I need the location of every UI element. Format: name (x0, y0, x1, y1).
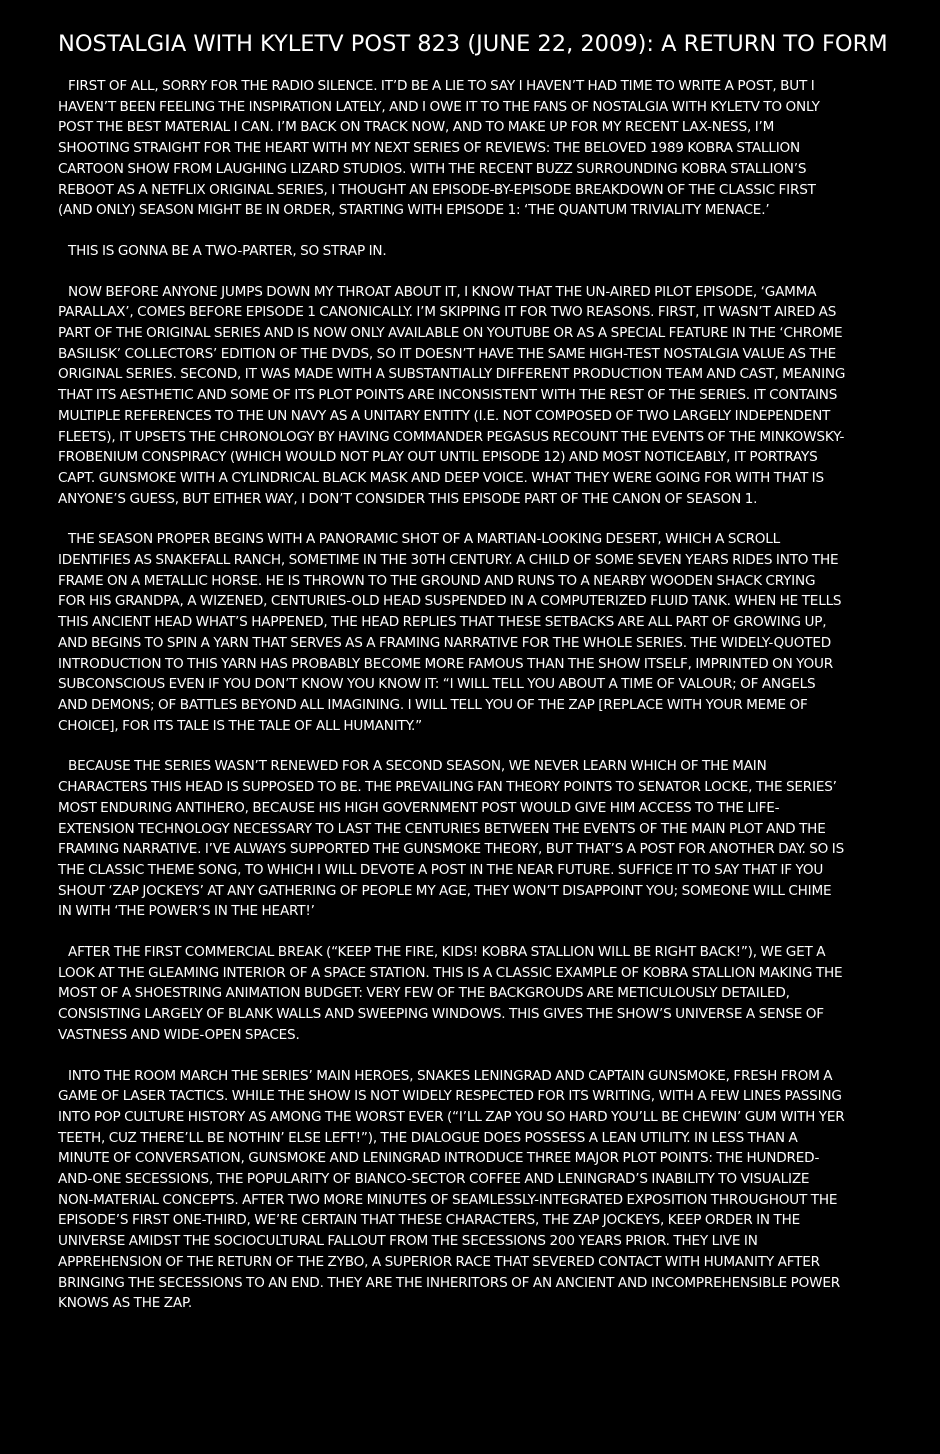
post-paragraph: FIRST OF ALL, SORRY FOR THE RADIO SILENCE. IT’D BE A LIE TO SAY I HAVEN’T HAD TIME TO WRITE A POST, BUT I HAVEN’T BEEN FEELING THE INSPIRATION LATELY, AND I OWE IT TO THE FANS OF NOSTALGIA WITH KYLETV TO ONLY POST THE BEST MATERIAL I CAN. I’M BACK ON TRACK NOW, AND TO MAKE UP FOR MY RECENT LAX-NESS, I’M SHOOTING STRAIGHT FOR THE HEART WITH MY NEXT SERIES OF REVIEWS: THE BELOVED 1989 KOBRA STALLION CARTOON SHOW FROM LAUGHING LIZARD STUDIOS. WITH THE RECENT BUZZ SURROUNDING KOBRA STALLION’S REBOOT AS A NETFLIX ORIGINAL SERIES, I THOUGHT AN EPISODE-BY-EPISODE BREAKDOWN OF THE CLASSIC FIRST (AND ONLY) SEASON MIGHT BE IN ORDER, STARTING WITH EPISODE 1: ‘THE QUANTUM TRIVIALITY MENACE.’ (58, 78, 820, 219)
post-paragraph: THIS IS GONNA BE A TWO-PARTER, SO STRAP IN. (68, 242, 387, 259)
post-paragraph: INTO THE ROOM MARCH THE SERIES’ MAIN HEROES, SNAKES LENINGRAD AND CAPTAIN GUNSMOKE, FRESH FROM A GAME OF LASER TACTICS. WHILE THE SHOW IS NOT WIDELY RESPECTED FOR ITS WRITING, WITH A FEW LINES PASSING INTO POP CULTURE HISTORY AS AMONG THE WORST EVER (“I’LL ZAP YOU SO HARD YOU’LL BE CHEWIN’ GUM WITH YER TEETH, CUZ THERE’LL BE NOTHIN’ ELSE LEFT!”), THE DIALOGUE DOES POSSESS A LEAN UTILITY. IN LESS THAN A MINUTE OF CONVERSATION, GUNSMOKE AND LENINGRAD INTRODUCE THREE MAJOR PLOT POINTS: THE HUNDRED-AND-ONE SECESSIONS, THE POPULARITY OF BIANCO-SECTOR COFFEE AND LENINGRAD’S INABILITY TO VISUALIZE NON-MATERIAL CONCEPTS. AFTER TWO MORE MINUTES OF SEAMLESSLY-INTEGRATED EXPOSITION THROUGHOUT THE EPISODE’S FIRST ONE-THIRD, WE’RE CERTAIN THAT THESE CHARACTERS, THE ZAP JOCKEYS, KEEP ORDER IN THE UNIVERSE AMIDST THE SOCIOCULTURAL FALLOUT FROM THE SECESSIONS 200 YEARS PRIOR. THEY LIVE IN APPREHENSION OF THE RETURN OF THE ZYBO, A SUPERIOR RACE THAT SEVERED CONTACT WITH HUMANITY AFTER BRINGING THE SECESSIONS TO AN END. THEY ARE THE INHERITORS OF AN ANCIENT AND INCOMPREHENSIBLE POWER KNOWS AS THE ZAP. (58, 1067, 845, 1312)
post-paragraph: NOW BEFORE ANYONE JUMPS DOWN MY THROAT ABOUT IT, I KNOW THAT THE UN-AIRED PILOT EPISODE, ‘GAMMA PARALLAX’, COMES BEFORE EPISODE 1 CANONICALLY. I’M SKIPPING IT FOR TWO REASONS. FIRST, IT WASN’T AIRED AS PART OF THE ORIGINAL SERIES AND IS NOW ONLY AVAILABLE ON YOUTUBE OR AS A SPECIAL FEATURE IN THE ‘CHROME BASILISK’ COLLECTORS’ EDITION OF THE DVDS, SO IT DOESN’T HAVE THE SAME HIGH-TEST NOSTALGIA VALUE AS THE ORIGINAL SERIES. SECOND, IT WAS MADE WITH A SUBSTANTIALLY DIFFERENT PRODUCTION TEAM AND CAST, MEANING THAT ITS AESTHETIC AND SOME OF ITS PLOT POINTS ARE INCONSISTENT WITH THE REST OF THE SERIES. IT CONTAINS MULTIPLE REFERENCES TO THE UN NAVY AS A UNITARY ENTITY (I.E. NOT COMPOSED OF TWO LARGELY INDEPENDENT FLEETS), IT UPSETS THE CHRONOLOGY BY HAVING COMMANDER PEGASUS RECOUNT THE EVENTS OF THE MINKOWSKY-FROBENIUM CONSPIRACY (WHICH WOULD NOT PLAY OUT UNTIL EPISODE 12) AND MOST NOTICEABLY, IT PORTRAYS CAPT. GUNSMOKE WITH A CYLINDRICAL BLACK MASK AND DEEP VOICE. WHAT THEY WERE GOING FOR WITH THAT IS ANYONE’S GUESS, BUT EITHER WAY, I DON’T CONSIDER THIS EPISODE PART OF THE CANON OF SEASON 1. (58, 283, 846, 507)
post-paragraph: AFTER THE FIRST COMMERCIAL BREAK (“KEEP THE FIRE, KIDS! KOBRA STALLION WILL BE RIGHT BACK!”), WE GET A LOOK AT THE GLEAMING INTERIOR OF A SPACE STATION. THIS IS A CLASSIC EXAMPLE OF KOBRA STALLION MAKING THE MOST OF A SHOESTRING ANIMATION BUDGET: VERY FEW OF THE BACKGROUDS ARE METICULOUSLY DETAILED, CONSISTING LARGELY OF BLANK WALLS AND SWEEPING WINDOWS. THIS GIVES THE SHOW’S UNIVERSE A SENSE OF VASTNESS AND WIDE-OPEN SPACES. (58, 944, 843, 1043)
post-title: NOSTALGIA WITH KYLETV POST 823 (JUNE 22, 2009): A RETURN TO FORM (58, 31, 888, 57)
post-paragraph: THE SEASON PROPER BEGINS WITH A PANORAMIC SHOT OF A MARTIAN-LOOKING DESERT, WHICH A SCROLL IDENTIFIES AS SNAKEFALL RANCH, SOMETIME IN THE 30TH CENTURY. A CHILD OF SOME SEVEN YEARS RIDES INTO THE FRAME ON A METALLIC HORSE. HE IS THROWN TO THE GROUND AND RUNS TO A NEARBY WOODEN SHACK CRYING FOR HIS GRANDPA, A WIZENED, CENTURIES-OLD HEAD SUSPENDED IN A COMPUTERIZED FLUID TANK. WHEN HE TELLS THIS ANCIENT HEAD WHAT’S HAPPENED, THE HEAD REPLIES THAT THESE SETBACKS ARE ALL PART OF GROWING UP, AND BEGINS TO SPIN A YARN THAT SERVES AS A FRAMING NARRATIVE FOR THE WHOLE SERIES. THE WIDELY-QUOTED INTRODUCTION TO THIS YARN HAS PROBABLY BECOME MORE FAMOUS THAN THE SHOW ITSELF, IMPRINTED ON YOUR SUBCONSCIOUS EVEN IF YOU DON’T KNOW YOU KNOW IT: “I WILL TELL YOU ABOUT A TIME OF VALOUR; OF ANGELS AND DEMONS; OF BATTLES BEYOND ALL IMAGINING. I WILL TELL YOU OF THE ZAP [REPLACE WITH YOUR MEME OF CHOICE], FOR ITS TALE IS THE TALE OF ALL HUMANITY.” (58, 531, 842, 734)
post-body (58, 76, 846, 1314)
post-paragraph: BECAUSE THE SERIES WASN’T RENEWED FOR A SECOND SEASON, WE NEVER LEARN WHICH OF THE MAIN CHARACTERS THIS HEAD IS SUPPOSED TO BE. THE PREVAILING FAN THEORY POINTS TO SENATOR LOCKE, THE SERIES’ MOST ENDURING ANTIHERO, BECAUSE HIS HIGH GOVERNMENT POST WOULD GIVE HIM ACCESS TO THE LIFE-EXTENSION TECHNOLOGY NECESSARY TO LAST THE CENTURIES BETWEEN THE EVENTS OF THE MAIN PLOT AND THE FRAMING NARRATIVE. I’VE ALWAYS SUPPORTED THE GUNSMOKE THEORY, BUT THAT’S A POST FOR ANOTHER DAY. SO IS THE CLASSIC THEME SONG, TO WHICH I WILL DEVOTE A POST IN THE NEAR FUTURE. SUFFICE IT TO SAY THAT IF YOU SHOUT ‘ZAP JOCKEYS’ AT ANY GATHERING OF PEOPLE MY AGE, THEY WON’T DISAPPOINT YOU; SOMEONE WILL CHIME IN WITH ‘THE POWER’S IN THE HEART!’ (58, 758, 845, 920)
